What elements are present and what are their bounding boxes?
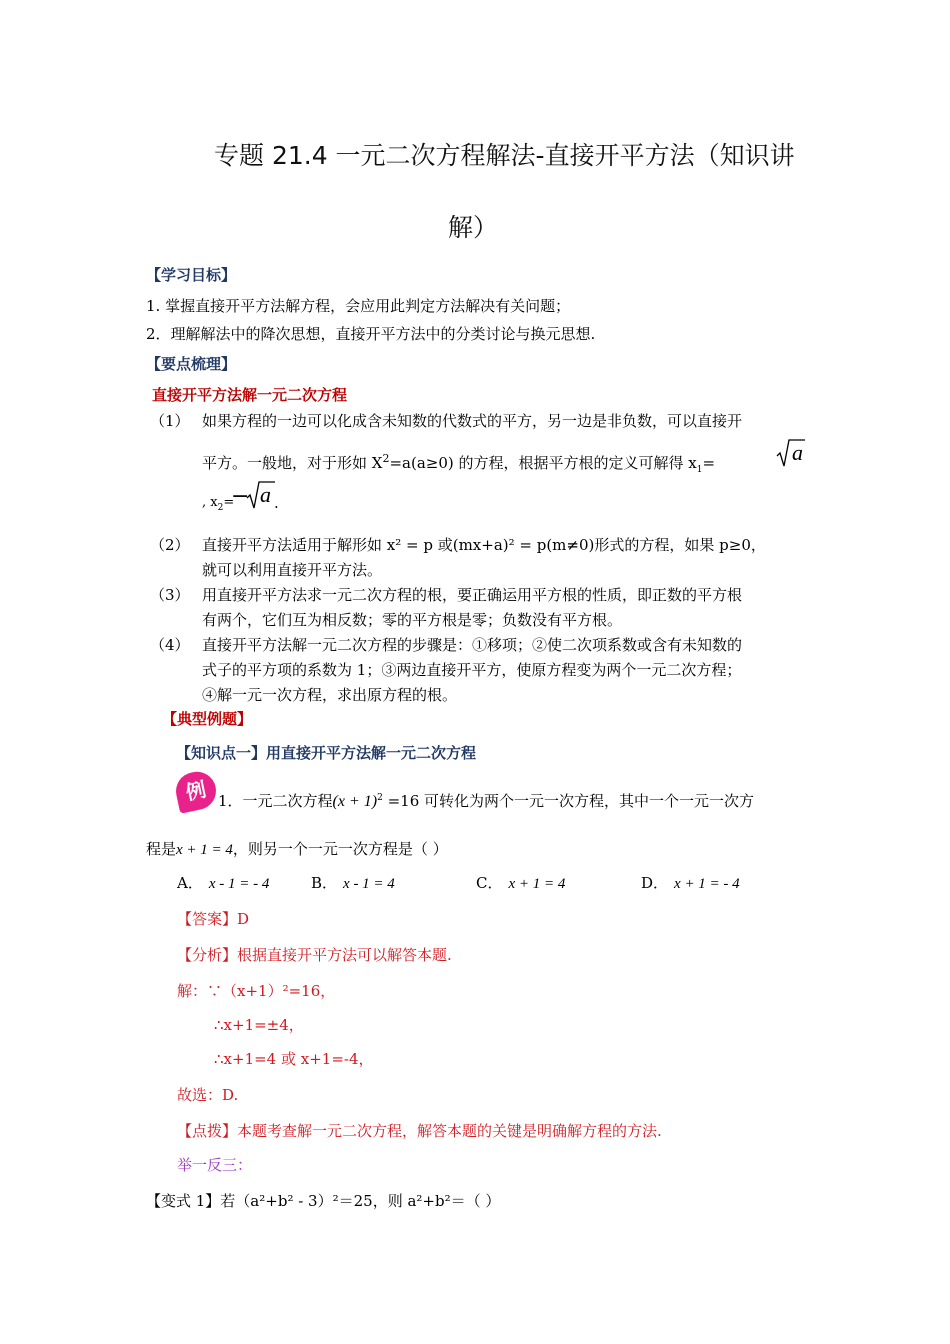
point-4-line-1: 直接开平方法解一元二次方程的步骤是：①移项；②使二次项系数或含有未知数的 [202,636,743,654]
option-c: C． x + 1 = 4 [476,874,566,892]
solution-step-1: 解：∵（x+1）²=16， [177,982,336,1000]
neg-sqrt-a-variable: a [260,482,271,507]
point-2-line-2: 就可以利用直接开平方法。 [202,561,383,579]
goal-item-2: 2．理解解法中的降次思想，直接开平方法中的分类讨论与换元思想. [146,325,596,343]
point-1-line-1: 如果方程的一边可以化成含未知数的代数式的平方，另一边是非负数，可以直接开 [202,412,743,430]
knowledge-point-1: 【知识点一】用直接开平方法解一元二次方程 [176,744,477,762]
example-badge-icon: 例 [172,768,219,813]
solution-conclusion: 故选：D. [177,1086,239,1104]
point-4-line-3: ④解一元一次方程，求出原方程的根。 [202,686,458,704]
point-1-end: . [274,494,279,512]
point-1-line-3: , $x_2=$ [202,495,235,513]
option-d: D． x + 1 = - 4 [641,874,740,892]
answer-line: 【答案】D [177,910,250,928]
point-4-number: （4） [150,636,190,654]
variant-1-question: 【变式 1】若（a²+b² - 3）²＝25，则 a²+b²＝（ ） [146,1192,501,1210]
question-1-line-1: 1．一元二次方程$(x + 1)^2 =16$ 可转化为两个一元一次方程，其中一个一元一次方 [218,792,755,810]
section-header-summary: 【要点梳理】 [146,355,237,373]
point-1-number: （1） [150,412,190,430]
point-3-line-1: 用直接开平方法求一元二次方程的根，要正确运用平方根的性质，即正数的平方根 [202,586,743,604]
point-2-line-1: 直接开平方法适用于解形如 x² = p 或(mx+a)² = p(m≠0)形式的方程，如果 p≥0， [202,536,766,554]
practice-label: 举一反三： [177,1156,253,1174]
solution-step-3: ∴x+1=4 或 x+1=-4， [214,1050,374,1068]
point-1-line-2: 平方。一般地，对于形如 $X^2=a(a\ge 0)$ 的方程，根据平方根的定义可解得 $x_1=$ [202,452,716,475]
point-2-number: （2） [150,536,190,554]
point-3-number: （3） [150,586,190,604]
option-b: B． x - 1 = 4 [311,874,395,892]
analysis-line: 【分析】根据直接开平方法可以解答本题. [177,946,452,964]
question-1-line-2: 程是x + 1 = 4，则另一个一元一次方程是（ ） [146,840,448,858]
summary-subheader: 直接开平方法解一元二次方程 [152,386,348,404]
section-header-examples: 【典型例题】 [162,710,253,728]
sqrt-a-variable: a [792,440,803,465]
section-header-goals: 【学习目标】 [146,266,237,284]
tip-line: 【点拨】本题考查解一元二次方程，解答本题的关键是明确解方程的方法. [177,1122,662,1140]
minus-sign: − [231,484,250,509]
solution-step-2: ∴x+1=±4， [214,1016,304,1034]
point-4-line-2: 式子的平方项的系数为 1；③两边直接开平方，使原方程变为两个一元二次方程； [202,661,742,679]
page-title-line-1: 专题 21.4 一元二次方程解法-直接开平方法（知识讲 [214,141,795,170]
page-title-line-2: 解） [448,213,499,242]
point-3-line-2: 有两个，它们互为相反数；零的平方根是零；负数没有平方根。 [202,611,623,629]
goal-item-1: 1. 掌握直接开平方法解方程，会应用此判定方法解决有关问题； [146,297,571,315]
option-a: A． x - 1 = - 4 [177,874,270,892]
